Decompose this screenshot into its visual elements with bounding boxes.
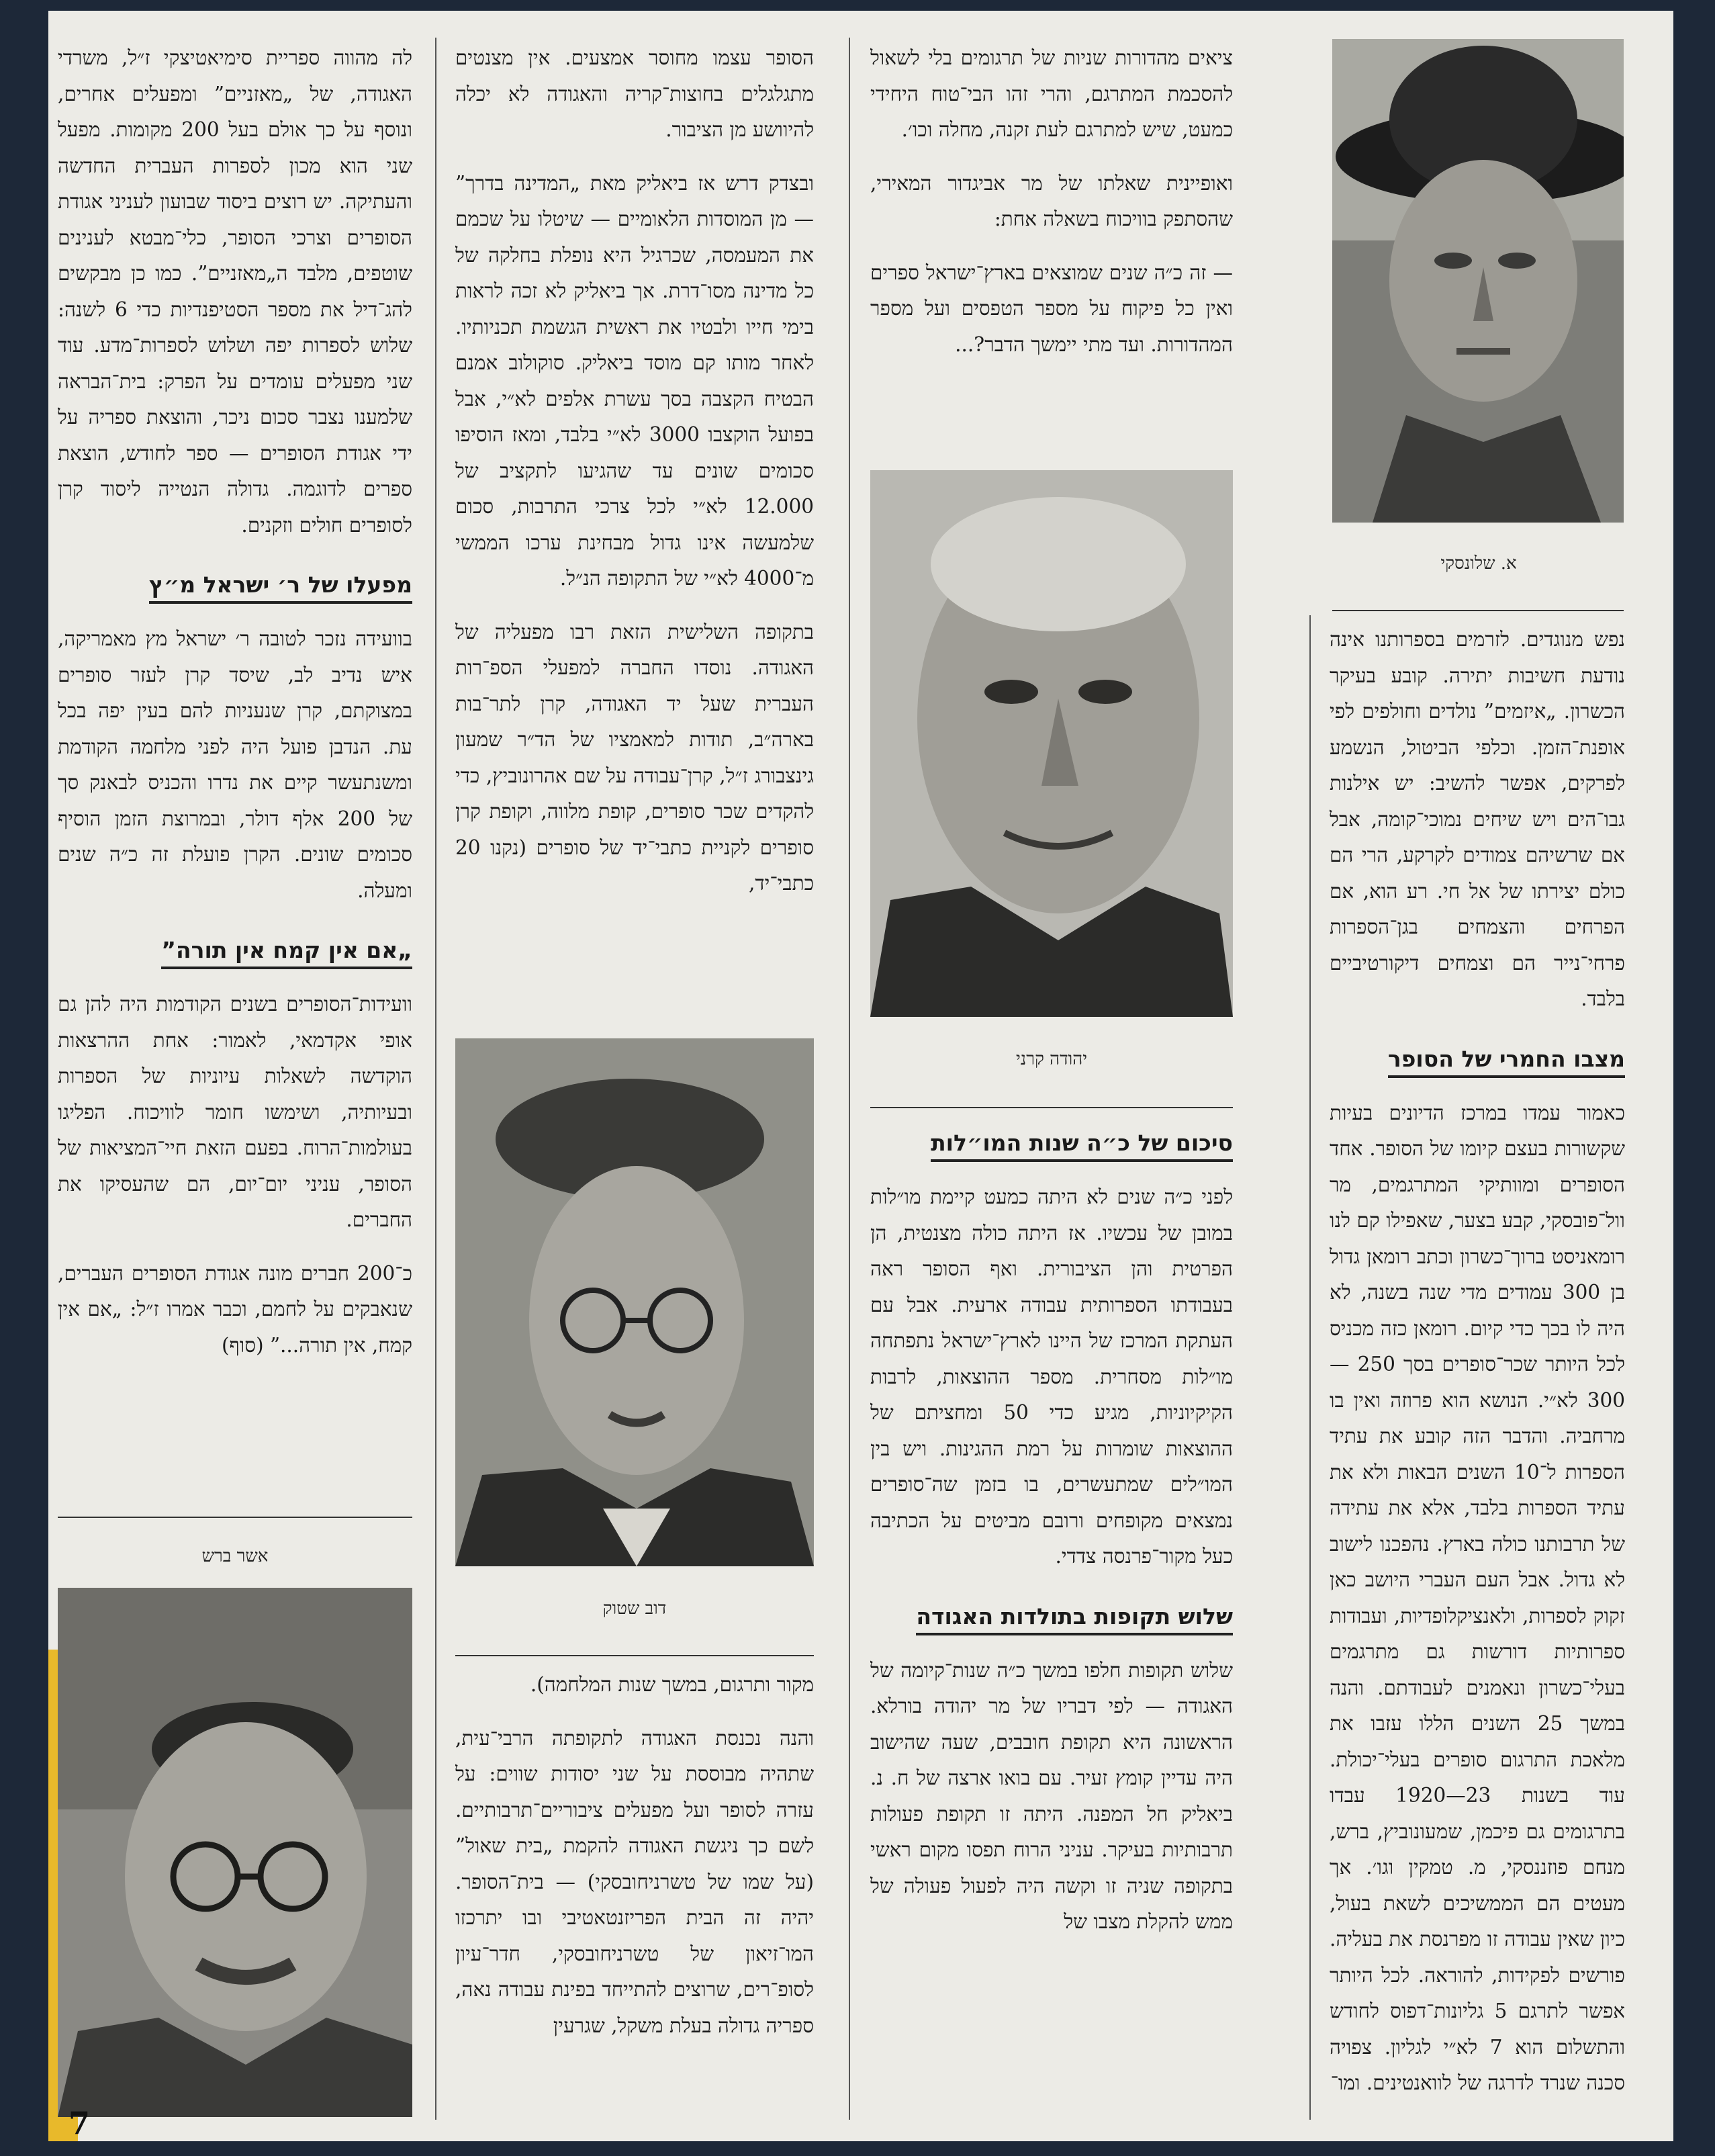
paragraph: בתקופה השלישית הזאת רבו מפעליה של האגודה. נוסדו החברה למפעלי הספ־רות העברית שעל יד האגודה, קרן לתר־בות בארה״ב, תודות למאמציו של הד״ר שמעון גינצבורג ז״ל, קרן־עבודה על שם אהרונוביץ, כדי להקדים שכר סופרים, קופת מלווה, וקופת קרן סופרים לקניית כתבי־יד של סופרים (נקנו 20 כתבי־יד, <box>455 620 814 895</box>
section-heading: „אם אין קמח אין תורה” <box>161 936 412 969</box>
paragraph: הסופר עצמו מחוסר אמצעים. אין מצנטים מתגלגלים בחוצות־קריה והאגודה לא יכלה להיוושע מן הציבור. <box>455 46 814 141</box>
column-2-bottom <box>870 1119 1233 2120</box>
section-heading: מפעלו של ר׳ ישראל מ״ץ <box>149 570 412 604</box>
rule-under-karni <box>870 1107 1233 1108</box>
section-heading: סיכום של כ״ה שנות המו״לות <box>931 1128 1233 1162</box>
paragraph: מקור ותרגום, במשך שנות המלחמה). <box>530 1673 814 1696</box>
paragraph: נפש מנוגדים. לזרמים בספרותנו אינה נודעת חשיבות יתירה. קובע בעיקר הכשרון. „איזמים” נולדים וחולפים לפי אופנת־הזמן. וכלפי הביטול, הנשמע לפרקים, אפשר להשיב: יש אילנות גבו־הים ויש שיחים נמוכי־קומה, אבל אם שרשיהם צמודים לקרקע, הרי הם כולם יצירתו של אל חי. רע הוא, אם הפרחים והצמחים בגן־הספרות פרחי־נייר הם וצמחים דיקורטיביים בלבד. <box>1330 628 1625 1010</box>
caption-shlonsky: א. שלונסקי <box>1440 553 1517 574</box>
column-2-top <box>870 40 1233 463</box>
column-divider <box>435 38 436 2120</box>
column-1 <box>1330 622 1625 2126</box>
column-divider <box>849 38 850 2120</box>
rule-under-shlonsky <box>1332 610 1624 611</box>
rule-under-shtok <box>455 1655 814 1656</box>
paragraph: לפני כ״ה שנים לא היתה כמעט קיימת מו״לות במובן של עכשיו. אז היתה כולה מצנטית, הן הפרטית והן הציבורית. ואף הסופר ראה בעבודתו הספרותית עבודה ארעית. אבל עם העתקת המרכז של היינו לארץ־ישראל נתפתחה מו״לות מסחרית. מספר ההוצאות, לרבות הקיקיוניות, מגיע כדי 50 ומחציתם של ההוצאות שומרות על רמת ההגינות. ויש בין המו״לים שמתעשרים, בו בזמן שה־סופרים נמצאים מקופחים ורובם מביטים על הכתיבה כעל מקור־פרנסה צדדי. <box>870 1185 1233 1568</box>
paragraph: ובצדק דרש אז ביאליק מאת „המדינה בדרך” — מן המוסדות הלאומיים — שיטלו על שכמם את המעמסה, שכרגיל היא נופלת בחלקה של כל מדינה מסו־דרת. אך ביאליק לא זכה לראות בימי חייו ולבטיו את ראשית הגשמת תכניותיו. לאחר מותו קם מוסד ביאליק. סוקולוב אמנם הבטיח הקצבה בסך עשרת אלפים לא״י, אבל בפועל הוקצבו 3000 לא״י בלבד, ומאז הוסיפו סכומים שונים עד שהגיעו לתקציב של 12.000 לא״י לכל צרכי התרבות, סכום שלמעשה אינו גדול מבחינת ערכו הממשי מ־4000 לא״י של התקופה הנ״ל. <box>455 171 814 590</box>
photo-shtok <box>455 1038 814 1566</box>
caption-barash: אשר ברש <box>201 1546 269 1566</box>
magazine-page <box>48 11 1673 2141</box>
paragraph: וועידות־הסופרים בשנים הקודמות היה להן גם אופי אקדמאי, לאמור: אחת ההרצאות הוקדשה לשאלות עיוניות של הספרות ובעיותיה, ושימשו חומר לוויכוח. הפליגו בעולמות־הרוח. בפעם הזאת חיי־המציאות של הסופר, עניני יום־יום, הם שהעסיקו את החברים. <box>58 993 412 1231</box>
column-3-bottom <box>455 1667 814 2124</box>
rule-above-barash <box>58 1517 412 1518</box>
section-heading: שלוש תקופות בתולדות האגודה <box>916 1602 1233 1635</box>
paragraph: ואופיינית שאלתו של מר אביגדור המאירי, שהסתפק בוויכוח בשאלה אחת: <box>870 171 1233 230</box>
column-3-top <box>455 40 814 1028</box>
paragraph: לה מהווה ספריית סימיאטיצקי ז״ל, משרדי האגודה, של „מאזניים” ומפעלים אחרים, ונוסף על כך אולם בעל 200 מקומות. מפעל שני הוא מכון לספרות העברית החדשה והעתיקה. יש רוצים ביסוד שבועון לעניני אגודת הסופרים וצרכי הסופר, כלי־מבטא לענינים שוטפים, מלבד ה„מאזניים”. כמו כן מבקשים להג־דיל את מספר הסטיפנדיות כדי 6 לשנה: שלוש לספרות יפה ושלוש לספרות־מדע. עוד שני מפעלים עומדים על הפרק: בית־הבראה שלמענו נצבר סכום ניכר, והוצאת ספריה על ידי אגודת הסופרים — ספר לחודש, הוצאת ספרים לדוגמה. גדולה הנטייה ליסוד קרן לסופרים חולים וזקנים. <box>58 46 412 537</box>
paragraph: שלוש תקופות חלפו במשך כ״ה שנות־קיומה של האגודה — לפי דבריו של מר יהודה בורלא. הראשונה היא תקופת חובבים, שעה שהישוב היה עדיין קומץ זעיר. עם בואו ארצה של ח. נ. ביאליק חל המפנה. היתה זו תקופת פעולות תרבותיות בעיקר. עניני הרוח תפסו מקום ראשי בתקופה שניה זו וקשה היה לפעול פעולה של ממש להקלת מצבו של <box>870 1658 1233 1933</box>
column-divider <box>1309 615 1311 2120</box>
photo-shlonsky <box>1332 39 1624 523</box>
section-heading: מצבו החמרי של הסופר <box>1388 1044 1625 1078</box>
paragraph: בוועידה נזכר לטובה ר׳ ישראל מץ מאמריקה, איש נדיב לב, שיסד קרן לעזר סופרים במצוקתם, קרן שנעניות להם בעין יפה בכל עת. הנדבן פועל היה לפני מלחמה הקודמת ומשנתעשר קיים את נדרו והכניס לבאנק סך של 200 אלף דולר, ובמרוצת הזמן הוסיף סכומים שונים. הקרן פועלת זה כ״ה שנים ומעלה. <box>58 627 412 902</box>
photo-barash <box>58 1588 412 2117</box>
caption-karni: יהודה קרני <box>1015 1049 1088 1069</box>
paragraph: — זה כ״ה שנים שמוצאים בארץ־ישראל ספרים ואין כל פיקוח על מספר הטפסים ועל מספר המהדורות. ועד מתי יימשך הדבר?... <box>870 261 1233 356</box>
page-number: 7 <box>68 2105 91 2141</box>
caption-shtok: דוב שטוק <box>602 1599 667 1619</box>
paragraph: והנה נכנסת האגודה לתקופתה הרבי־עית, שתהיה מבוססת על שני יסודות שווים: על עזרה לסופר ועל מפעלים ציבוריים־תרבותיים. לשם כך ניגשת האגודה להקמת „בית שאול” (על שמו של טשרניחובסקי) — בית־הסופר. יהיה זה הבית הפריזנטאטיבי ובו יתרכזו המו־זיאון של טשרניחובסקי, חדר־עיון לסופ־רים, שרוצים להתייחד בפינת עבודה נאה, ספריה גדולה בעלת משקל, שגרעין <box>455 1726 814 2037</box>
paragraph: כאמור עמדו במרכז הדיונים בעיות שקשורות בעצם קיומו של הסופר. אחד הסופרים ומוותיקי המתרגמים, מר וול־פובסקי, קבע בצער, שאפילו קם לנו רומאניסט ברוך־כשרון וכתב רומאן גדול בן 300 עמודים מדי שנה בשנה, לא היה לו בכך כדי קיום. רומאן כזה מכניס לכל היותר שכר־סופרים בסך 250 — 300 לא״י. הנושא הוא פרוזה ואין בו מרחביה. והדבר הזה קובע את עתיד הספרות ל־10 השנים הבאות ולא את עתיד הספרות בלבד, אלא את עתידה של תרבותנו כולה בארץ. נהפכנו לישוב לא גדול. אבל העם העברי היושב כאן זקוק לספרות, ולאנציקלופדיות, ועבודות ספרותיות דורשות גם מתרגמים בעלי־כשרון ונאמנים לעבודתם. והנה במשך 25 השנים הללו עזבו את מלאכת התרגום סופרים בעלי־יכולת. עוד בשנות 23—1920 עבדו בתרגומים גם פיכמן, שמעונוביץ, ברש, מנחם פוזננסקי, מ. טמקין וגו׳. אך מעטים הם הממשיכים לשאת בעול, כיון שאין עבודה זו מפרנסת את בעליה. פורשים לפקידות, להוראה. לכל היותר אפשר לתרגם 5 גליונות־דפוס לחודש והתשלום הוא 7 לא״י לגליון. צפויה סכנה שנרד לדרגה של לוואנטינים. ומו־ <box>1330 1101 1625 2094</box>
paragraph: ציאים מהדורות שניות של תרגומים בלי לשאול להסכמת המתרגם, והרי זהו הבי־טוח היחידי כמעט, שיש למתרגם לעת זקנה, מחלה וכו׳. <box>870 46 1233 141</box>
column-4 <box>58 40 412 1511</box>
paragraph: כ־200 חברים מונה אגודת הסופרים העברים, שנאבקים על לחמם, וכבר אמרו ז״ל: „אם אין קמח, אין תורה...” (סוף) <box>58 1261 412 1357</box>
photo-karni <box>870 470 1233 1017</box>
